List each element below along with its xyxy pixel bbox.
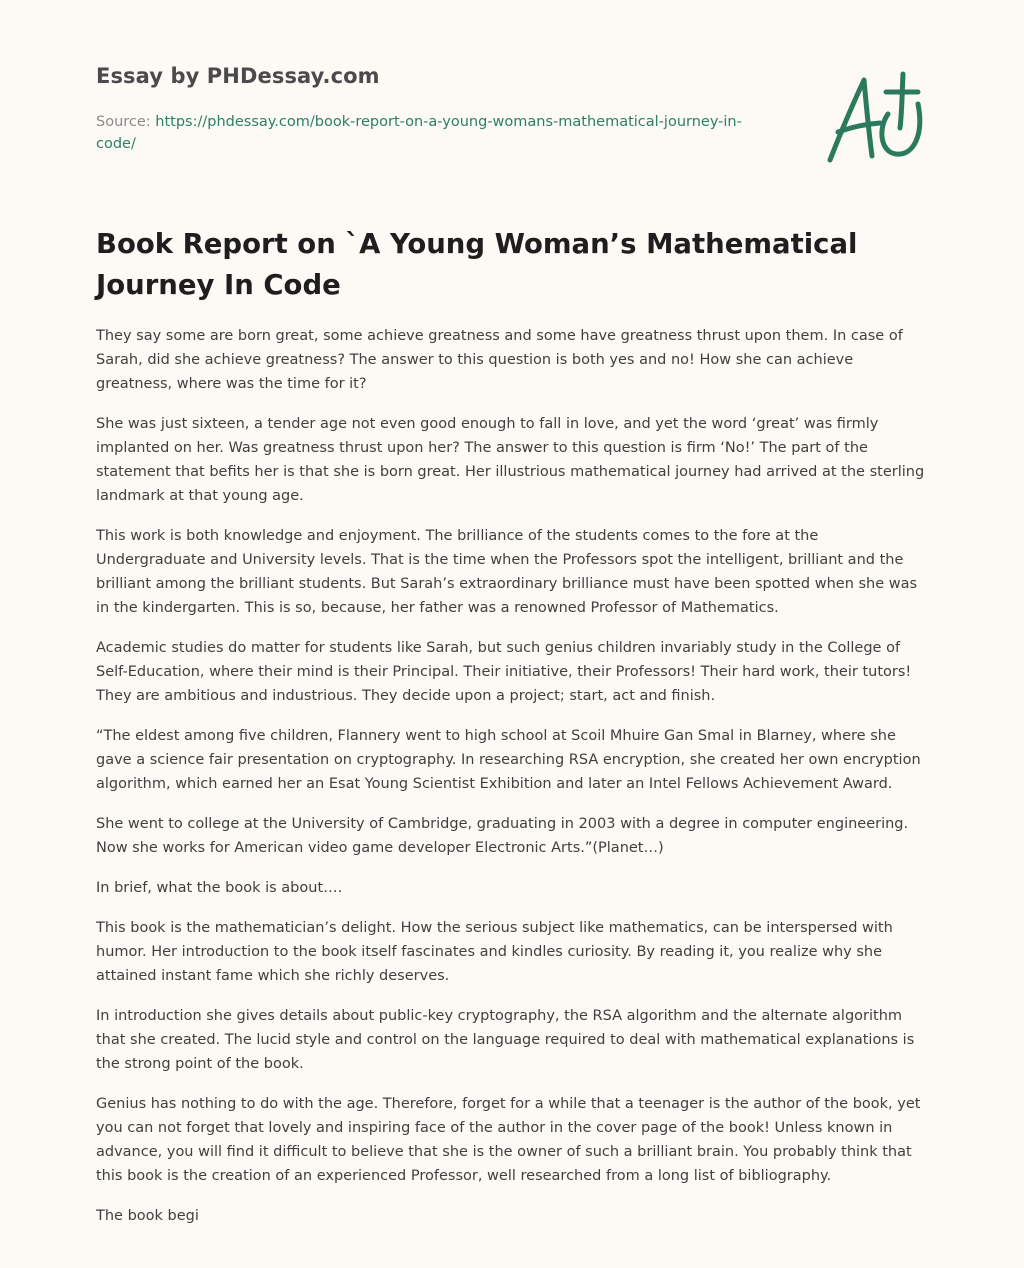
a-plus-logo-icon (824, 68, 928, 164)
source-link[interactable]: https://phdessay.com/book-report-on-a-young-womans-mathematical-journey-in-code/ (96, 114, 742, 152)
paragraph: Academic studies do matter for students like Sarah, but such genius children invariably study in the College of Self-Education, where their mind is their Principal. Their initiative, their Professors! Their hard work, their tutors! They are ambitious and industrious. They decide upon a project; start, act and finish. (96, 640, 912, 704)
paragraph: This book is the mathematician’s delight. How the serious subject like mathematics, can be interspersed with humor. Her introduction to the book itself fascinates and kindles curiosity. By reading it, you realize why she attained instant fame which she richly deserves. (96, 920, 893, 984)
source-label: Source: (96, 114, 151, 130)
source-line (96, 111, 756, 155)
paragraph: This work is both knowledge and enjoyment. The brilliance of the students comes to the fore at the Undergraduate and University levels. That is the time when the Professors spot the intelligent, brilliant and the brilliant among the brilliant students. But Sarah’s extraordinary brilliance must have been spotted when she was in the kindergarten. This is so, because, her father was a renowned Professor of Mathematics. (96, 528, 918, 616)
paragraph: In brief, what the book is about…. (96, 880, 343, 896)
essay-title: Book Report on `A Young Woman’s Mathematical Journey In Code (96, 228, 858, 301)
site-title: Essay by PHDessay.com (96, 64, 380, 88)
paragraph: “The eldest among five children, Flannery went to high school at Scoil Mhuire Gan Smal in Blarney, where she gave a science fair presentation on cryptography. In researching RSA encryption, she created her own encryption algorithm, which earned her an Esat Young Scientist Exhibition and later an Intel Fellows Achievement Award. (96, 728, 921, 792)
essay-body (96, 324, 928, 1244)
paragraph: Genius has nothing to do with the age. Therefore, forget for a while that a teenager is the author of the book, yet you can not forget that lovely and inspiring face of the author in the cover page of the book! Unless known in advance, you will find it difficult to believe that she is the owner of such a brilliant brain. You probably think that this book is the creation of an experienced Professor, well researched from a long list of bibliography. (96, 1096, 921, 1184)
paragraph: She went to college at the University of Cambridge, graduating in 2003 with a degree in computer engineering. Now she works for American video game developer Electronic Arts.”(Planet…) (96, 816, 909, 856)
paragraph: They say some are born great, some achieve greatness and some have greatness thrust upon them. In case of Sarah, did she achieve greatness? The answer to this question is both yes and no! How she can achieve greatness, where was the time for it? (96, 328, 903, 392)
paragraph: The book begi (96, 1208, 199, 1224)
paragraph: In introduction she gives details about public-key cryptography, the RSA algorithm and the alternate algorithm that she created. The lucid style and control on the language required to deal with mathematical explanations is the strong point of the book. (96, 1008, 915, 1072)
paragraph: She was just sixteen, a tender age not even good enough to fall in love, and yet the word ‘great’ was firmly implanted on her. Was greatness thrust upon her? The answer to this question is firm ‘No!’ The part of the statement that befits her is that she is born great. Her illustrious mathematical journey had arrived at the sterling landmark at that young age. (96, 416, 925, 504)
